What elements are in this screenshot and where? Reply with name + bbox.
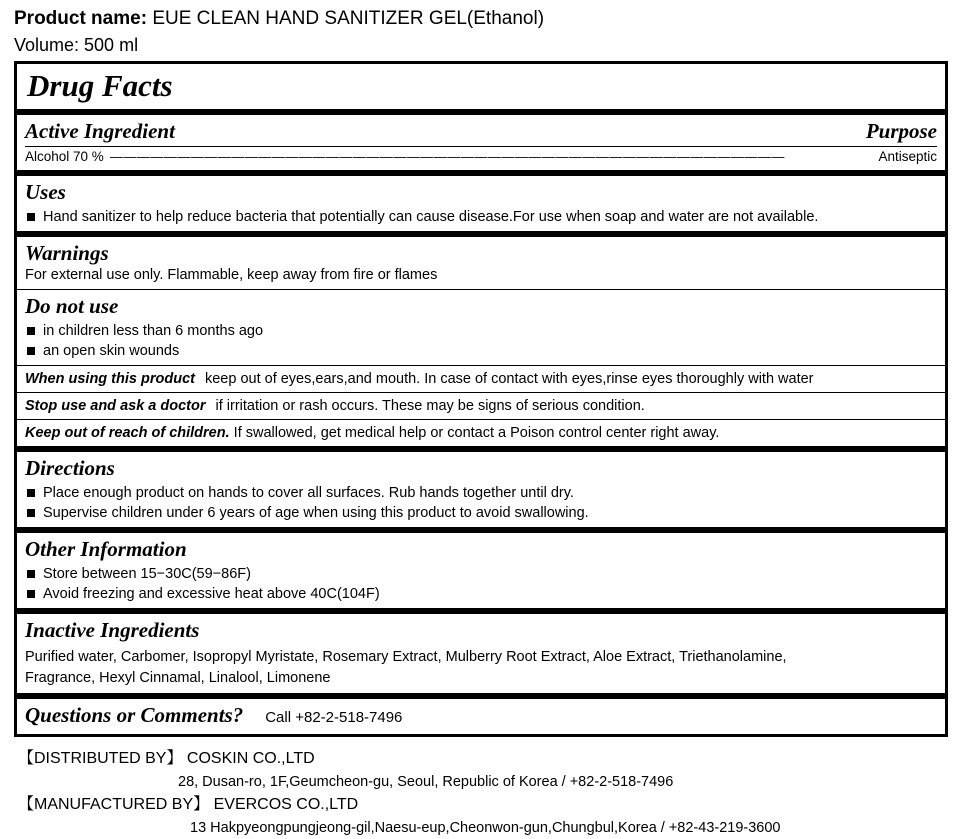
active-ingredient-name: Alcohol 70 % <box>25 149 104 164</box>
inactive-ingredients-line-2: Fragrance, Hexyl Cinnamal, Linalool, Limonene <box>25 670 331 686</box>
list-item-text: in children less than 6 months ago <box>43 323 264 339</box>
bullet-square-icon <box>27 590 35 598</box>
uses-section <box>17 176 945 231</box>
active-ingredient-purpose: Antiseptic <box>878 149 937 164</box>
distributed-by-label: 【DISTRIBUTED BY】 <box>18 750 183 767</box>
list-item-text: Avoid freezing and excessive heat above 40C(104F) <box>43 586 380 602</box>
uses-heading: Uses <box>25 180 66 204</box>
bullet-square-icon <box>27 327 35 335</box>
drug-facts-title: Drug Facts <box>27 68 173 103</box>
list-item <box>25 503 937 523</box>
stop-use-text: if irritation or rash occurs. These may be signs of serious condition. <box>215 398 645 414</box>
distributed-by-line <box>18 747 948 771</box>
list-item <box>25 564 937 584</box>
do-not-use-section <box>17 290 945 365</box>
questions-phone[interactable]: Call +82-2-518-7496 <box>265 709 403 726</box>
when-using-label: When using this product <box>25 371 195 387</box>
when-using-text: keep out of eyes,ears,and mouth. In case of contact with eyes,rinse eyes thoroughly with water <box>204 371 814 387</box>
inactive-ingredients-line-1: Purified water, Carbomer, Isopropyl Myristate, Rosemary Extract, Mulberry Root Extract, Aloe Extract, Triethanolamine, <box>25 649 787 665</box>
directions-heading: Directions <box>25 456 115 480</box>
distributed-by-value: COSKIN CO.,LTD <box>186 750 315 767</box>
keep-out-text: If swallowed, get medical help or contact a Poison control center right away. <box>233 425 720 441</box>
list-item-text: Supervise children under 6 years of age when using this product to avoid swallowing. <box>43 505 589 521</box>
other-information-list <box>25 564 937 604</box>
warnings-section <box>17 237 945 289</box>
manufactured-by-label: 【MANUFACTURED BY】 <box>18 796 210 813</box>
footer <box>14 747 948 839</box>
active-ingredient-heading: Active Ingredient <box>25 119 175 143</box>
leader-dots: —————————————————————————————————————————————————— <box>109 149 785 164</box>
list-item-text: Hand sanitizer to help reduce bacteria that potentially can cause disease.For use when soap and water are not available. <box>43 209 819 225</box>
stop-use-label: Stop use and ask a doctor <box>25 398 206 414</box>
purpose-heading: Purpose <box>865 119 937 143</box>
list-item <box>25 321 937 341</box>
inactive-ingredients-section <box>17 614 945 693</box>
product-name-line <box>14 6 948 32</box>
manufactured-by-line <box>18 793 948 817</box>
manufactured-by-value: EVERCOS CO.,LTD <box>213 796 359 813</box>
keep-out-label: Keep out of reach of children. <box>25 425 230 441</box>
active-ingredient-section <box>17 115 945 170</box>
distributed-address: 28, Dusan-ro, 1F,Geumcheon-gu, Seoul, Republic of Korea / +82-2-518-7496 <box>178 774 674 790</box>
directions-section <box>17 452 945 527</box>
inactive-ingredients-heading: Inactive Ingredients <box>25 618 200 642</box>
when-using-this-product-section <box>17 366 945 392</box>
uses-list <box>25 207 937 227</box>
list-item-text: Place enough product on hands to cover all surfaces. Rub hands together until dry. <box>43 485 574 501</box>
list-item <box>25 483 937 503</box>
warnings-heading: Warnings <box>25 241 109 265</box>
bullet-square-icon <box>27 213 35 221</box>
volume-line: Volume: 500 ml <box>14 35 139 55</box>
questions-heading: Questions or Comments? <box>25 703 244 727</box>
bullet-square-icon <box>27 509 35 517</box>
drug-facts-panel <box>14 61 948 737</box>
stop-use-section <box>17 393 945 419</box>
list-item <box>25 207 937 227</box>
list-item-text: an open skin wounds <box>43 343 180 359</box>
list-item-text: Store between 15−30C(59−86F) <box>43 566 251 582</box>
list-item <box>25 584 937 604</box>
keep-out-of-reach-section <box>17 420 945 446</box>
bullet-square-icon <box>27 570 35 578</box>
bullet-square-icon <box>27 347 35 355</box>
product-name-value: EUE CLEAN HAND SANITIZER GEL(Ethanol) <box>152 8 545 29</box>
do-not-use-heading: Do not use <box>25 294 119 318</box>
other-information-section <box>17 533 945 608</box>
bullet-square-icon <box>27 489 35 497</box>
questions-section <box>17 699 945 734</box>
product-name-label: Product name: <box>14 8 148 29</box>
other-information-heading: Other Information <box>25 537 187 561</box>
manufactured-address: 13 Hakpyeongpungjeong-gil,Naesu-eup,Cheonwon-gun,Chungbul,Korea / +82-43-219-3600 <box>190 820 781 836</box>
active-ingredient-row <box>25 147 937 166</box>
warnings-text: For external use only. Flammable, keep away from fire or flames <box>25 267 438 283</box>
list-item <box>25 341 937 361</box>
directions-list <box>25 483 937 523</box>
do-not-use-list <box>25 321 937 361</box>
